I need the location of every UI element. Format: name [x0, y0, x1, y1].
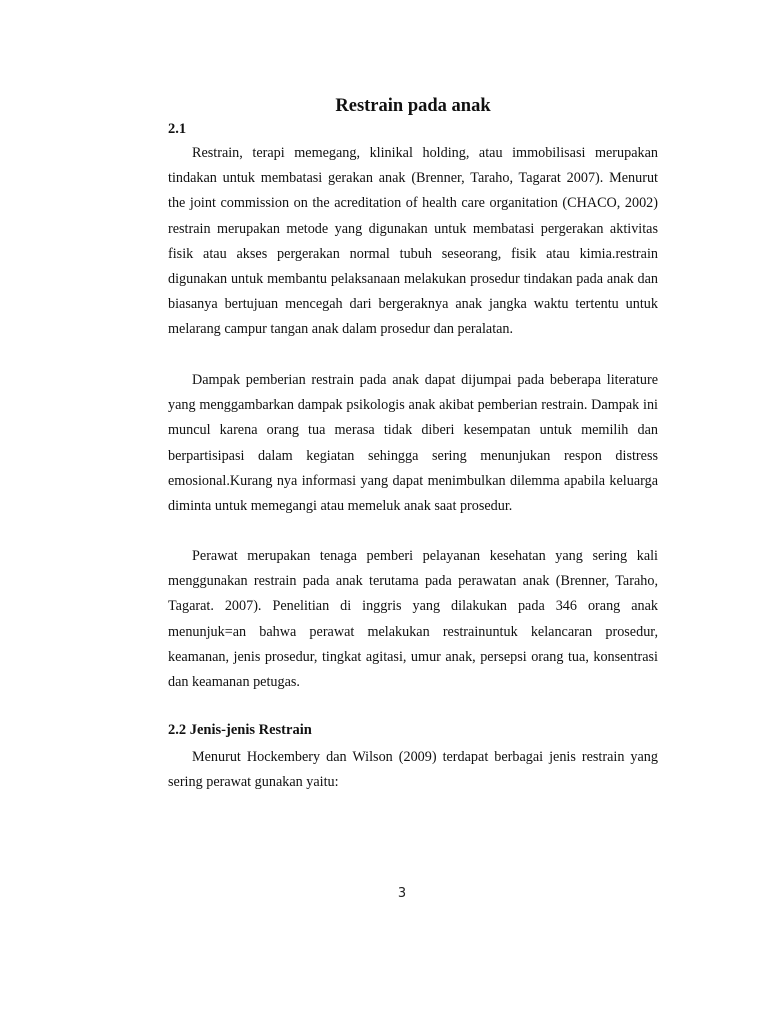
paragraph-block	[168, 141, 658, 343]
section-number: 2.1	[168, 121, 187, 137]
document-title: Restrain pada anak	[335, 96, 491, 116]
section-heading-jenis-restrain: 2.2 Jenis-jenis Restrain	[168, 722, 312, 738]
paragraph-block	[168, 745, 658, 795]
paragraph-restrain-definition: Restrain, terapi memegang, klinikal holding, atau immobilisasi merupakan tindakan untuk membatasi gerakan anak (Brenner, Taraho, Tagarat 2007). Menurut the joint commission on the acreditation of health care organitation (CHACO, 2002) restrain merupakan metode yang digunakan untuk membatasi pergerakan aktivitas fisik atau akses pergerakan normal tubuh seseorang, fisik atau kimia.restrain digunakan untuk membantu pelaksanaan melakukan prosedur tindakan pada anak dan biasanya bertujuan mencegah dari bergeraknya anak jangka waktu tertentu untuk melarang campur tangan anak dalam prosedur dan peralatan.	[168, 145, 658, 338]
page-number: 3	[397, 886, 407, 901]
paragraph-block	[168, 368, 658, 519]
paragraph-restrain-impact: Dampak pemberian restrain pada anak dapat dijumpai pada beberapa literature yang menggambarkan dampak psikologis anak akibat pemberian restrain. Dampak ini muncul karena orang tua merasa tidak diberi kesempatan untuk memilih dan berpartisipasi dalam kegiatan sehingga sering menunjukan respon distress emosional.Kurang nya informasi yang dapat menimbulkan dilemma apabila keluarga diminta untuk memegangi atau memeluk anak saat prosedur.	[168, 372, 658, 515]
paragraph-block	[168, 544, 658, 695]
paragraph-nurse-usage: Perawat merupakan tenaga pemberi pelayanan kesehatan yang sering kali menggunakan restrain pada anak terutama pada perawatan anak (Brenner, Taraho, Tagarat. 2007). Penelitian di inggris yang dilakukan pada 346 orang anak menunjuk=an bahwa perawat melakukan restrainuntuk kelancaran prosedur, keamanan, jenis prosedur, tingkat agitasi, umur anak, persepsi orang tua, konsentrasi dan keamanan petugas.	[168, 548, 658, 691]
paragraph-jenis-intro: Menurut Hockembery dan Wilson (2009) terdapat berbagai jenis restrain yang sering perawat gunakan yaitu:	[168, 749, 658, 791]
